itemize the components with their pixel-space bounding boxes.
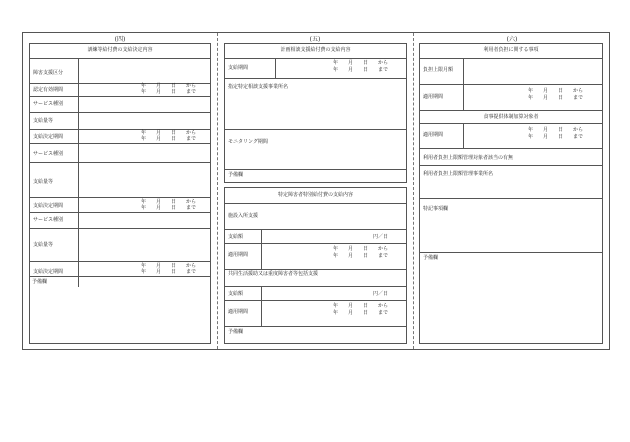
meal-label: 食事提供体制加算対象者 — [483, 114, 539, 120]
date-to: 年 月 日 まで — [333, 253, 389, 259]
unit-label: 円／日 — [373, 234, 389, 240]
column-4-header: 訓練等給付費の支給決定内容 — [87, 47, 153, 53]
mgmt-office-label: 利用者負担上限額管理事業所名 — [423, 171, 494, 177]
col4-row-label: 認定有効期間 — [33, 87, 64, 93]
col4-row-label: 支給量等 — [33, 179, 54, 185]
date-from: 年 月 日 から — [141, 199, 197, 205]
col5-remarks: 予備欄 — [228, 172, 244, 178]
date-to: 年 月 日 まで — [333, 67, 389, 73]
apply-label: 適用期間 — [423, 132, 444, 138]
col4-row-label: 支給決定期間 — [33, 203, 64, 209]
column-5-lower-box — [224, 187, 407, 344]
column-5-title: (五) — [309, 36, 321, 43]
column-4-title: (四) — [114, 36, 126, 43]
column-5-header: 計画相談支援給付費の支給内容 — [280, 47, 351, 53]
amount-label: 支給額 — [228, 234, 244, 240]
column-separator — [413, 33, 414, 349]
col6-remarks: 予備欄 — [423, 255, 439, 261]
apply-label: 適用期間 — [228, 252, 249, 258]
certificate-sheet — [22, 32, 610, 350]
col4-row-label: 支給量等 — [33, 242, 54, 248]
date-from: 年 月 日 から — [528, 88, 584, 94]
column-5-header-2: 特定障害者特別給付費の支給内容 — [277, 192, 353, 198]
column-separator — [217, 33, 218, 349]
facility-label: 施設入所支援 — [228, 213, 259, 219]
mgmt-label: 利用者負担上限額管理対象者該当の有無 — [423, 155, 514, 161]
col4-row-label: サービス種別 — [33, 217, 64, 223]
date-from: 年 月 日 から — [141, 263, 197, 269]
col4-row-label: サービス種別 — [33, 151, 64, 157]
col4-remarks: 予備欄 — [32, 279, 48, 285]
col4-row-label: サービス種別 — [33, 101, 64, 107]
date-to: 年 月 日 まで — [141, 205, 197, 211]
limit-label: 負担上限月額 — [423, 67, 454, 73]
apply-label: 適用期間 — [228, 309, 249, 315]
monitoring-label: モニタリング期間 — [228, 139, 268, 145]
date-from: 年 月 日 から — [333, 60, 389, 66]
date-from: 年 月 日 から — [333, 246, 389, 252]
date-from: 年 月 日 から — [141, 83, 197, 89]
date-from: 年 月 日 から — [333, 303, 389, 309]
col4-row-label: 支給決定期間 — [33, 134, 64, 140]
office-label: 指定特定相談支援事業所名 — [228, 84, 289, 90]
period-label: 支給期間 — [228, 65, 249, 71]
unit-label: 円／日 — [373, 291, 389, 297]
special-label: 特記事項欄 — [423, 206, 449, 212]
date-from: 年 月 日 から — [528, 127, 584, 133]
amount-label: 支給額 — [228, 291, 244, 297]
date-to: 年 月 日 まで — [528, 134, 584, 140]
date-to: 年 月 日 まで — [528, 95, 584, 101]
column-6-title: (六) — [506, 36, 518, 43]
date-from: 年 月 日 から — [141, 130, 197, 136]
date-to: 年 月 日 まで — [141, 136, 197, 142]
date-to: 年 月 日 まで — [333, 310, 389, 316]
col4-row-label: 障害支援区分 — [33, 70, 64, 76]
group-label: 共同生活援助又は重度障害者等包括支援 — [228, 271, 319, 277]
apply-label: 適用期間 — [423, 94, 444, 100]
column-6-header: 利用者負担に関する事項 — [483, 47, 539, 53]
date-to: 年 月 日 まで — [141, 269, 197, 275]
date-to: 年 月 日 まで — [141, 89, 197, 95]
col4-row-label: 支給量等 — [33, 118, 54, 124]
col4-row-label: 支給決定期間 — [33, 269, 64, 275]
col5-remarks-2: 予備欄 — [228, 329, 244, 335]
